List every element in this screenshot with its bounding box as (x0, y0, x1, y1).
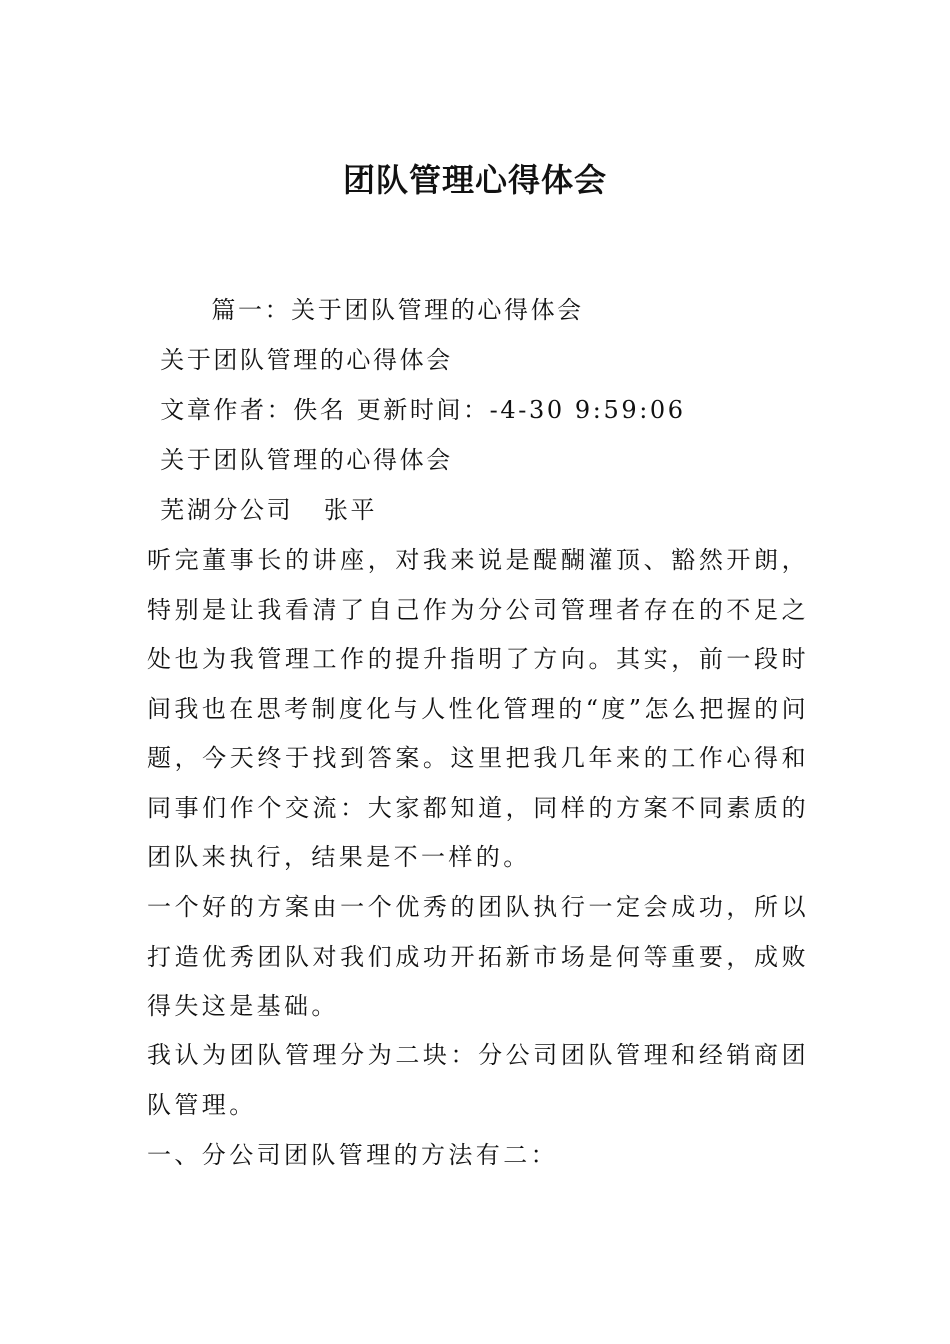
author-line: 芜湖分公司 张平 (150, 496, 378, 524)
article-meta: 文章作者：佚名 更新时间：-4-30 9:59:06 (150, 396, 686, 424)
section-heading: 篇一：关于团队管理的心得体会 (150, 296, 584, 324)
body-paragraph: 我认为团队管理分为二块：分公司团队管理和经销商团队管理。 (147, 1041, 809, 1119)
body-paragraph: 一、分公司团队管理的方法有二： (147, 1141, 558, 1169)
article-title: 关于团队管理的心得体会 (150, 346, 453, 374)
body-paragraph: 一个好的方案由一个优秀的团队执行一定会成功，所以打造优秀团队对我们成功开拓新市场是何等重要，成败得失这是基础。 (147, 893, 809, 1020)
body-paragraph: 听完董事长的讲座，对我来说是醍醐灌顶、豁然开朗，特别是让我看清了自己作为分公司管理者存在的不足之处也为我管理工作的提升指明了方向。其实，前一段时间我也在思考制度化与人性化管理的“度”怎么把握的问题，今天终于找到答案。这里把我几年来的工作心得和同事们作个交流：大家都知道，同样的方案不同素质的团队来执行，结果是不一样的。 (147, 546, 809, 871)
document-title: 团队管理心得体会 (342, 161, 607, 199)
article-subtitle: 关于团队管理的心得体会 (150, 446, 453, 474)
